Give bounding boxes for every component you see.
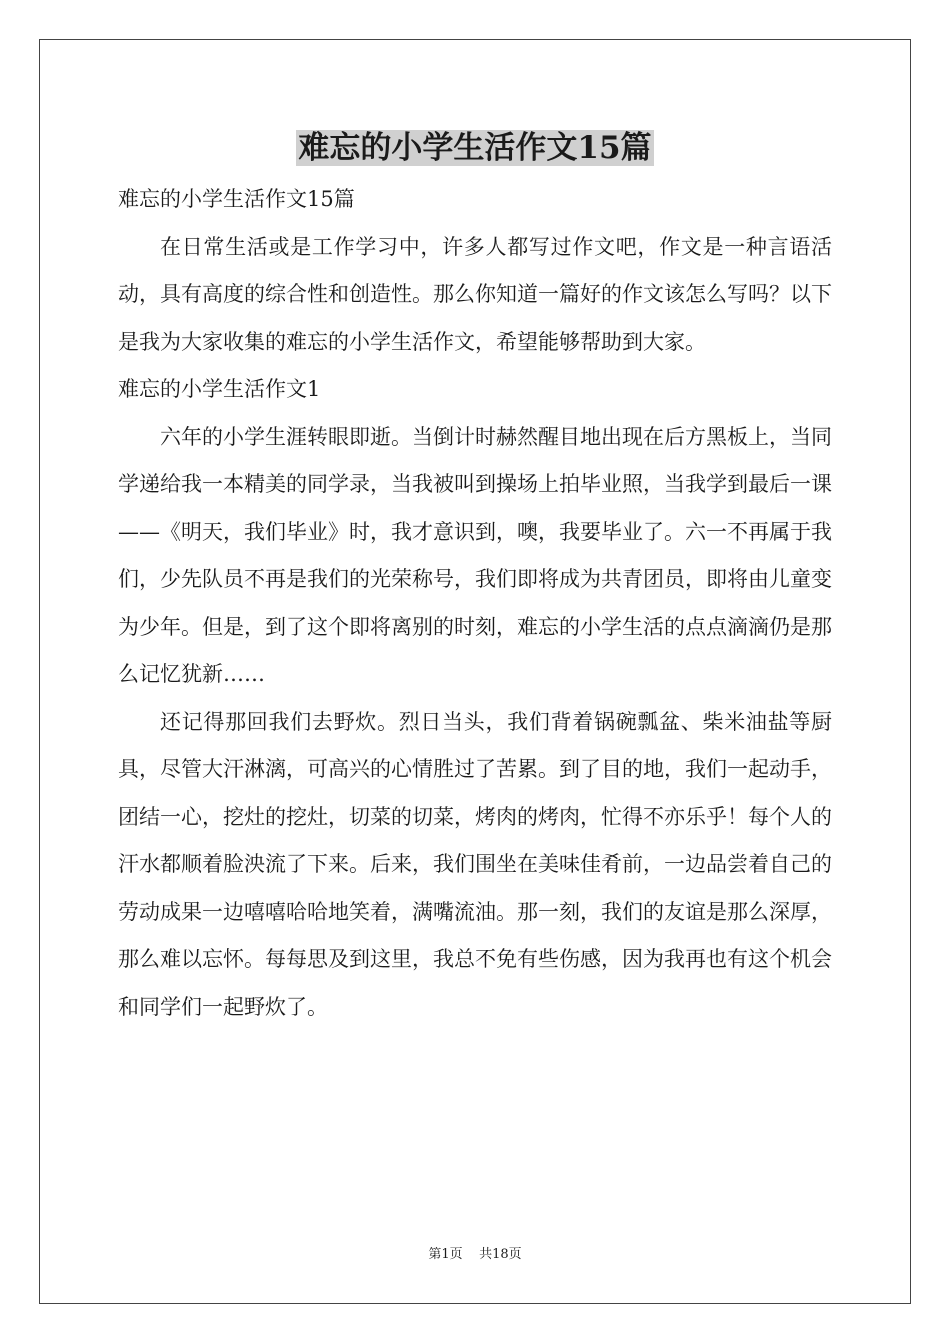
intro-paragraph: 在日常生活或是工作学习中，许多人都写过作文吧，作文是一种言语活动，具有高度的综合性和创造性。那么你知道一篇好的作文该怎么写吗？以下是我为大家收集的难忘的小学生活作文，希望能够帮助到大家。 [118, 234, 832, 354]
section-heading: 难忘的小学生活作文1 [118, 377, 321, 401]
document-subtitle: 难忘的小学生活作文15篇 [118, 187, 355, 211]
document-body [118, 176, 832, 1031]
document-title-text: 难忘的小学生活作文15篇 [298, 130, 652, 166]
body-paragraph: 六年的小学生涯转眼即逝。当倒计时赫然醒目地出现在后方黑板上，当同学递给我一本精美的同学录，当我被叫到操场上拍毕业照，当我学到最后一课——《明天，我们毕业》时，我才意识到，噢，我要毕业了。六一不再属于我们，少先队员不再是我们的光荣称号，我们即将成为共青团员，即将由儿童变为少年。但是，到了这个即将离别的时刻，难忘的小学生活的点点滴滴仍是那么记忆犹新…… [118, 424, 832, 686]
page-number: 第1页 [428, 1247, 463, 1262]
document-title [0, 126, 950, 170]
page-total: 共18页 [479, 1247, 522, 1262]
page-footer [0, 1246, 950, 1264]
body-paragraph: 还记得那回我们去野炊。烈日当头，我们背着锅碗瓢盆、柴米油盐等厨具，尽管大汗淋漓，可高兴的心情胜过了苦累。到了目的地，我们一起动手，团结一心，挖灶的挖灶，切菜的切菜，烤肉的烤肉，忙得不亦乐乎！每个人的汗水都顺着脸泱流了下来。后来，我们围坐在美味佳肴前，一边品尝着自己的劳动成果一边嘻嘻哈哈地笑着，满嘴流油。那一刻，我们的友谊是那么深厚，那么难以忘怀。每每思及到这里，我总不免有些伤感，因为我再也有这个机会和同学们一起野炊了。 [118, 709, 832, 1019]
